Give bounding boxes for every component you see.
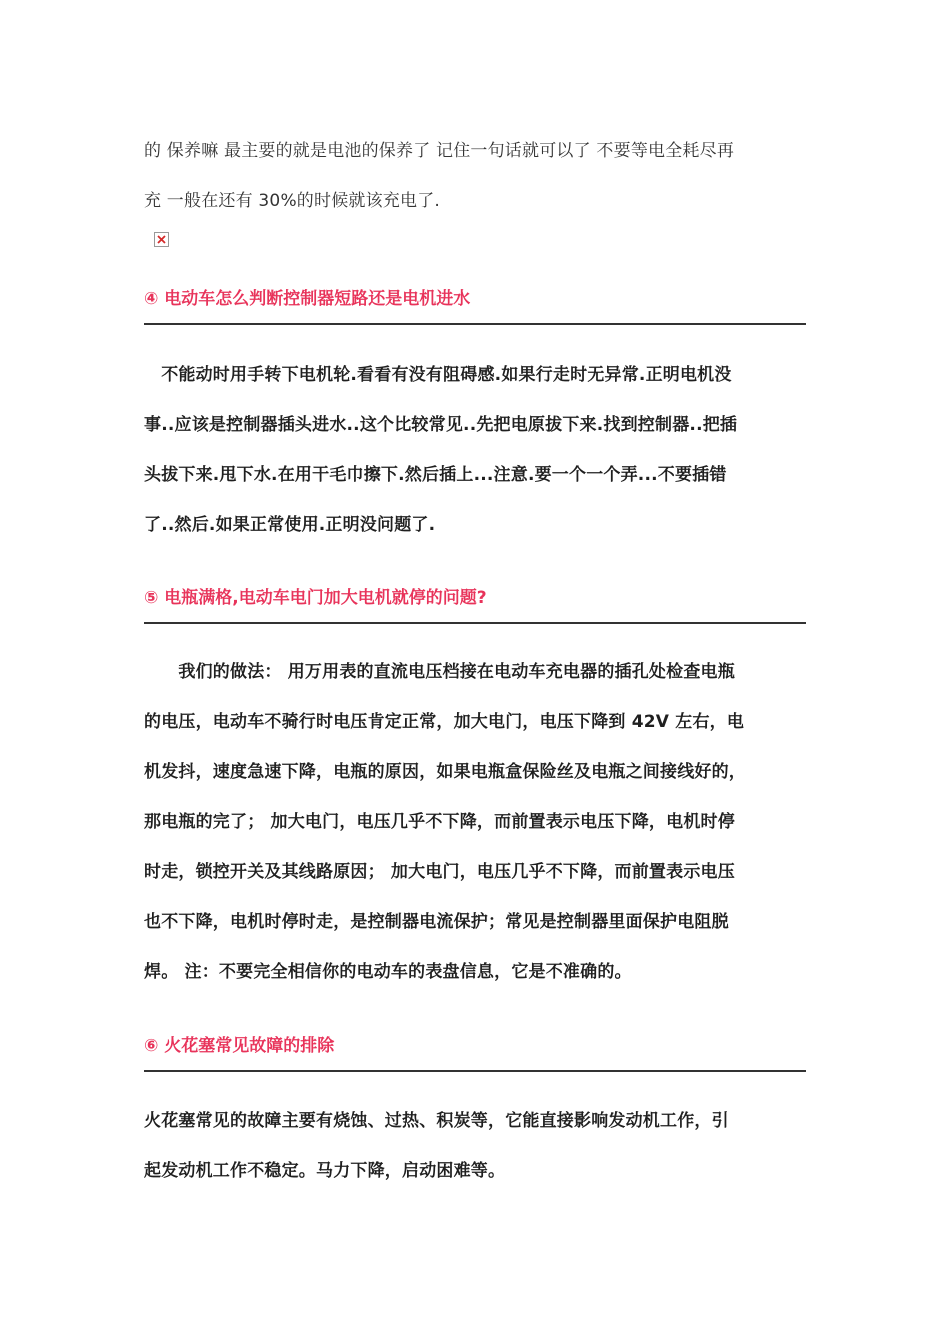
- intro-paragraph: [144, 126, 808, 226]
- paragraph-line: 焊。 注：不要完全相信你的电动车的表盘信息，它是不准确的。: [144, 962, 632, 982]
- paragraph-line: 那电瓶的完了； 加大电门，电压几乎不下降，而前置表示电压下降，电机时停: [144, 812, 735, 832]
- paragraph-line: 的 保养嘛 最主要的就是电池的保养了 记住一句话就可以了 不要等电全耗尽再: [144, 141, 735, 161]
- paragraph-line: 也不下降，电机时停时走，是控制器电流保护；常见是控制器里面保护电阻脱: [144, 912, 729, 932]
- paragraph-line: 火花塞常见的故障主要有烧蚀、过热、积炭等，它能直接影响发动机工作，引: [144, 1111, 729, 1131]
- section-heading-5: ⑤ 电瓶满格,电动车电门加大电机就停的问题?: [144, 586, 806, 624]
- paragraph-line: 的电压，电动车不骑行时电压肯定正常，加大电门，电压下降到 42V 左右，电: [144, 712, 745, 732]
- paragraph-line: 时走，锁控开关及其线路原因； 加大电门，电压几乎不下降，而前置表示电压: [144, 862, 735, 882]
- section-heading-4: ④ 电动车怎么判断控制器短路还是电机进水: [144, 287, 806, 325]
- paragraph-line: 我们的做法： 用万用表的直流电压档接在电动车充电器的插孔处检查电瓶: [144, 662, 735, 682]
- paragraph-line: 机发抖，速度急速下降，电瓶的原因，如果电瓶盒保险丝及电瓶之间接线好的，: [144, 762, 746, 782]
- paragraph-line: 了..然后.如果正常使用.正明没问题了.: [144, 515, 436, 535]
- section-heading-6: ⑥ 火花塞常见故障的排除: [144, 1034, 806, 1072]
- paragraph-line: 不能动时用手转下电机轮.看看有没有阻碍感.如果行走时无异常.正明电机没: [144, 365, 732, 385]
- broken-image-icon: [154, 232, 169, 247]
- paragraph-line: 头拔下来.甩下水.在用干毛巾擦下.然后插上...注意.要一个一个弄...不要插错: [144, 465, 727, 485]
- paragraph-line: 充 一般在还有 30%的时候就该充电了.: [144, 191, 440, 211]
- paragraph-line: 起发动机工作不稳定。马力下降，启动困难等。: [144, 1161, 506, 1181]
- section-paragraph-6: [144, 1096, 808, 1196]
- paragraph-line: 事..应该是控制器插头进水..这个比较常见..先把电原拔下来.找到控制器..把插: [144, 415, 738, 435]
- section-paragraph-5: [144, 647, 808, 997]
- section-paragraph-4: [144, 350, 808, 550]
